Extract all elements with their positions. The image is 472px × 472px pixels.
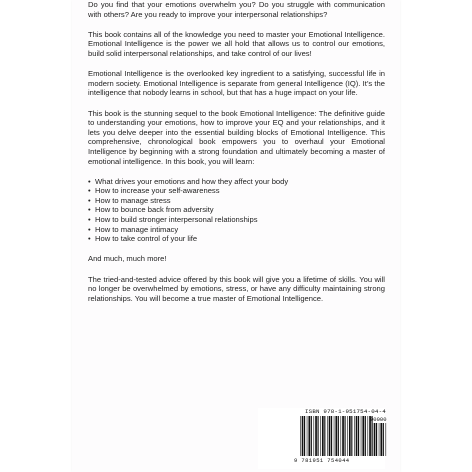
barcode-bar [342, 416, 344, 456]
barcode-bar [383, 423, 384, 456]
barcode-bar [327, 416, 328, 456]
barcode-bar [335, 416, 337, 456]
learning-list [88, 177, 385, 244]
barcode-bar [362, 416, 364, 456]
closing-paragraph: The tried-and-tested advice offered by this book will give you a lifetime of skills. You will no longer be overwhelmed by emotions, stress, or have any difficulty maintaining strong relationships. You will become a true master of Emotional Intelligence. [88, 274, 385, 303]
intro-paragraph: Do you find that your emotions overwhelm you? Do you struggle with communication with others? Are you ready to improve your interpersonal relationships? [88, 0, 385, 19]
barcode-bar [300, 416, 301, 456]
barcode-bar [379, 423, 380, 456]
barcode-bar [329, 416, 331, 456]
barcode-bar [349, 416, 351, 456]
barcode-bar [361, 416, 362, 456]
list-item: • How to manage intimacy [88, 224, 179, 234]
bullet-icon: • [88, 224, 91, 234]
barcode-bar [311, 416, 312, 456]
barcode-bar [320, 416, 321, 456]
list-item: • How to build stronger interpersonal relationships [88, 215, 258, 225]
barcode-bar [365, 416, 366, 456]
barcode-bar [380, 423, 382, 456]
barcode-bar [374, 423, 376, 456]
barcode-bar [318, 416, 319, 456]
barcode-bars [300, 416, 374, 456]
book-contents-paragraph: This book contains all of the knowledge you need to master your Emotional Intelligence. Emotional Intelligence is the power we all hold that allows us to control our emotions, build solid interpersonal relationships, and take control of our lives! [88, 29, 385, 58]
list-item: • How to take control of your life [88, 234, 198, 244]
bullet-icon: • [88, 195, 91, 205]
bullet-icon: • [88, 215, 91, 225]
barcode-bar [386, 423, 387, 456]
barcode-bar [302, 416, 304, 456]
barcode-bar [341, 416, 342, 456]
barcode-bar [315, 416, 317, 456]
barcode-bar [372, 423, 373, 456]
barcode-addon-bars [372, 423, 388, 456]
book-description [88, 0, 385, 314]
list-item: • What drives your emotions and how they affect your body [88, 176, 289, 186]
barcode-bar [376, 423, 377, 456]
barcode-bar [304, 416, 305, 456]
bullet-icon: • [88, 176, 91, 186]
barcode-bar [308, 416, 310, 456]
barcode-bar [354, 416, 355, 456]
barcode-bar [324, 416, 325, 456]
sequel-paragraph: This book is the stunning sequel to the book Emotional Intelligence: The definitive guide to understanding your emotions, how to improve your EQ and your relationships, and it lets you delve deeper into the essential building blocks of Emotional Intelligence. This comprehensive, chronological book empowers you to overhaul your Emotional Intelligence by beginning with a strong foundation and ultimately becoming a master of emotional intelligence. In this book, you will learn: [88, 108, 385, 166]
barcode-bar [356, 416, 358, 456]
bullet-icon: • [88, 186, 91, 196]
list-item: • How to bounce back from adversity [88, 205, 214, 215]
barcode-addon-number: 90000 [370, 416, 387, 423]
barcode-bar [331, 416, 332, 456]
barcode-bar [307, 416, 308, 456]
bullet-icon: • [88, 205, 91, 215]
barcode-bar [334, 416, 335, 456]
barcode-bar [358, 416, 359, 456]
barcode-bar [351, 416, 352, 456]
ei-definition-paragraph: Emotional Intelligence is the overlooked key ingredient to a satisfying, successful life in modern society. Emotional Intelligence is separate from general Intelligence (IQ). It’s the intelligence that nobody learns in school, but that has a huge impact on your life. [88, 69, 385, 98]
more-line: And much, much more! [88, 254, 167, 264]
barcode-bar [345, 416, 346, 456]
bullet-icon: • [88, 234, 91, 244]
barcode-digits: 9 781951 754044 [294, 457, 350, 464]
barcode-bar [338, 416, 339, 456]
list-item: • How to manage stress [88, 195, 171, 205]
isbn-label: ISBN 978-1-951754-04-4 [305, 408, 386, 415]
barcode-bar [347, 416, 348, 456]
barcode-bar [368, 416, 369, 456]
barcode-bar [314, 416, 315, 456]
barcode-bar [322, 416, 324, 456]
list-item: • How to increase your self-awareness [88, 186, 220, 196]
